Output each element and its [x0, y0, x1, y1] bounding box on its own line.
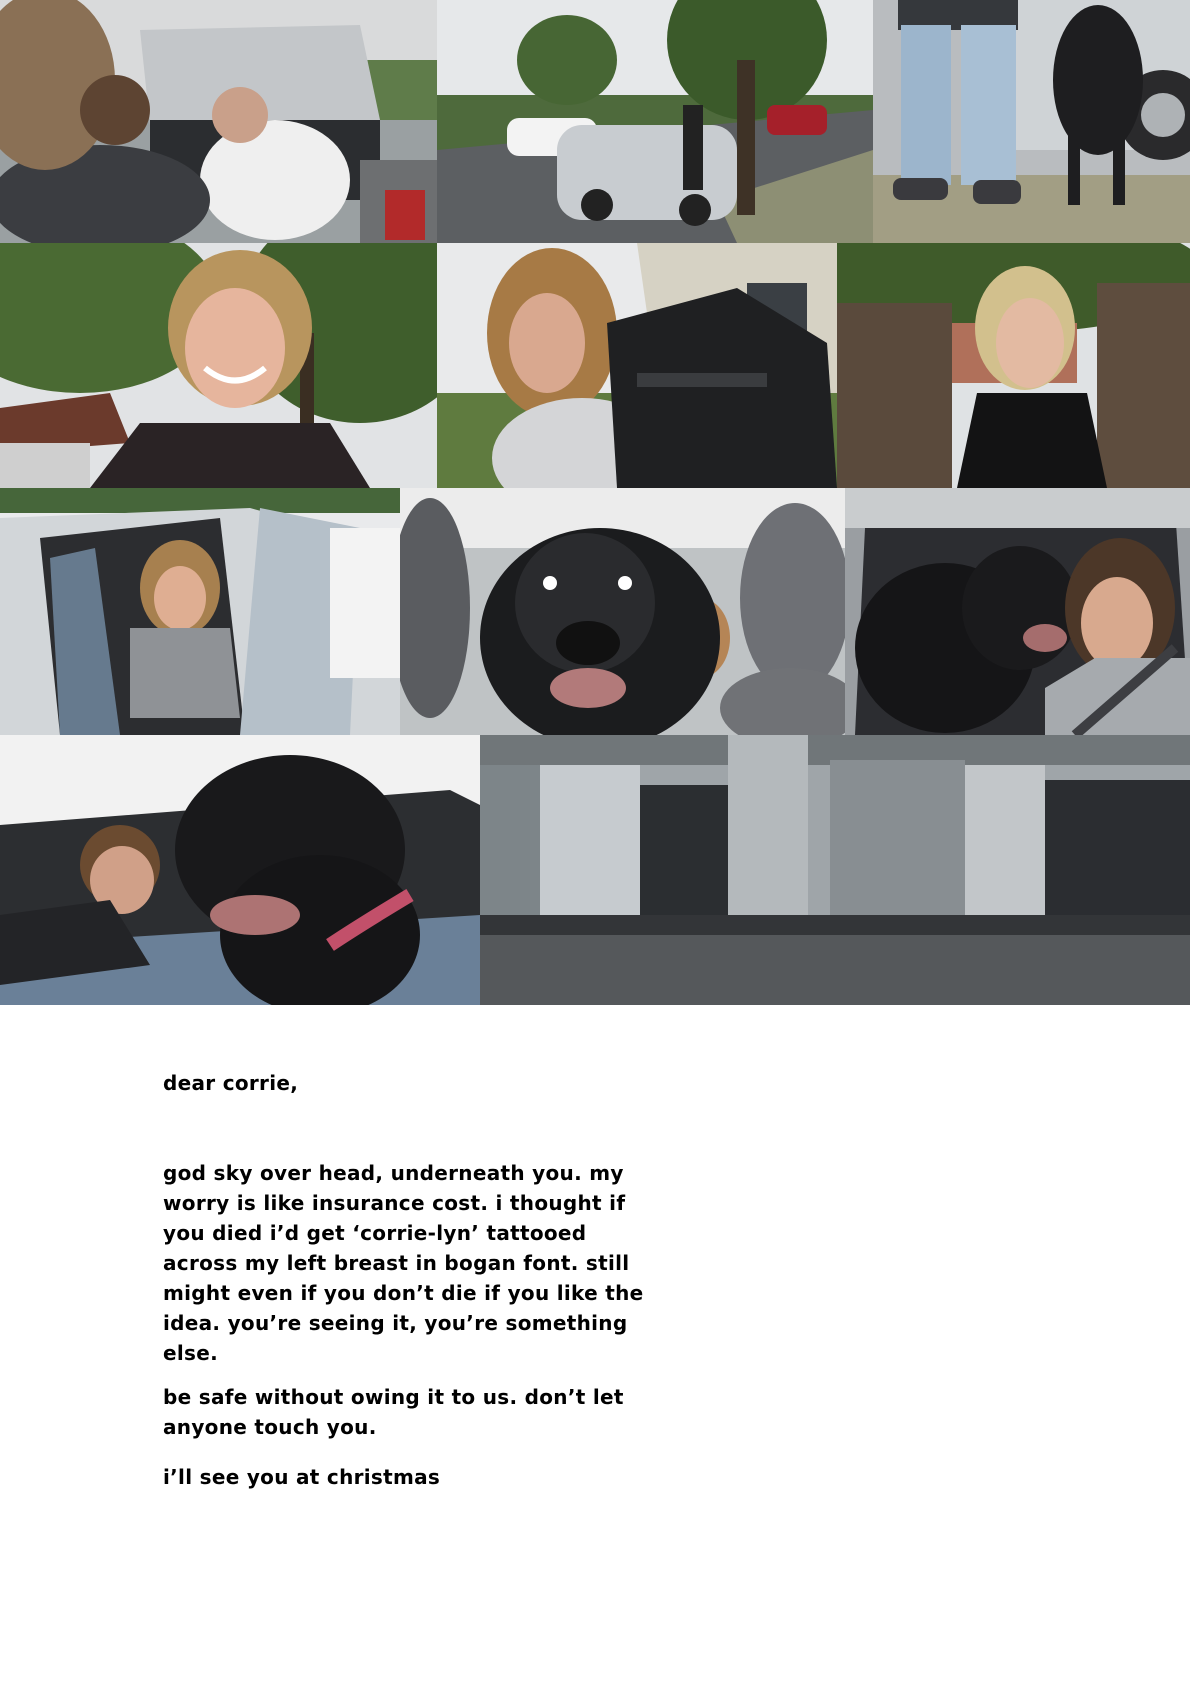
- letter: [163, 1068, 663, 1098]
- photo-smiling-portrait: [0, 243, 437, 488]
- letter-body-3: [163, 1462, 663, 1492]
- photo-tree-portrait: [837, 243, 1190, 488]
- photo-open-car-door: [0, 488, 400, 735]
- letter-salutation: dear corrie,: [163, 1071, 299, 1095]
- letter-body-2: [163, 1382, 663, 1442]
- letter-paragraph-1: god sky over head, underneath you. my worry is like insurance cost. i thought if you died i’d get ‘corrie-lyn’ tattooed across my left breast in bogan font. still might even if you don’t die if you like the idea. you’re seeing it, you’re something else.: [163, 1161, 644, 1365]
- letter-paragraph-2: be safe without owing it to us. don’t let anyone touch you.: [163, 1385, 624, 1439]
- photo-backpack-portrait: [437, 243, 837, 488]
- photo-airport-entrance: [480, 735, 1190, 1005]
- photo-dog-closeup: [400, 488, 845, 735]
- photo-dog-and-passenger: [845, 488, 1190, 735]
- letter-signoff: i’ll see you at christmas: [163, 1465, 441, 1489]
- photo-jeans-and-dog: [873, 0, 1190, 243]
- photo-street-parked-car: [437, 0, 873, 243]
- letter-body: [163, 1158, 663, 1368]
- photo-car-boot-packing: [0, 0, 437, 243]
- photo-dog-window: [0, 735, 480, 1005]
